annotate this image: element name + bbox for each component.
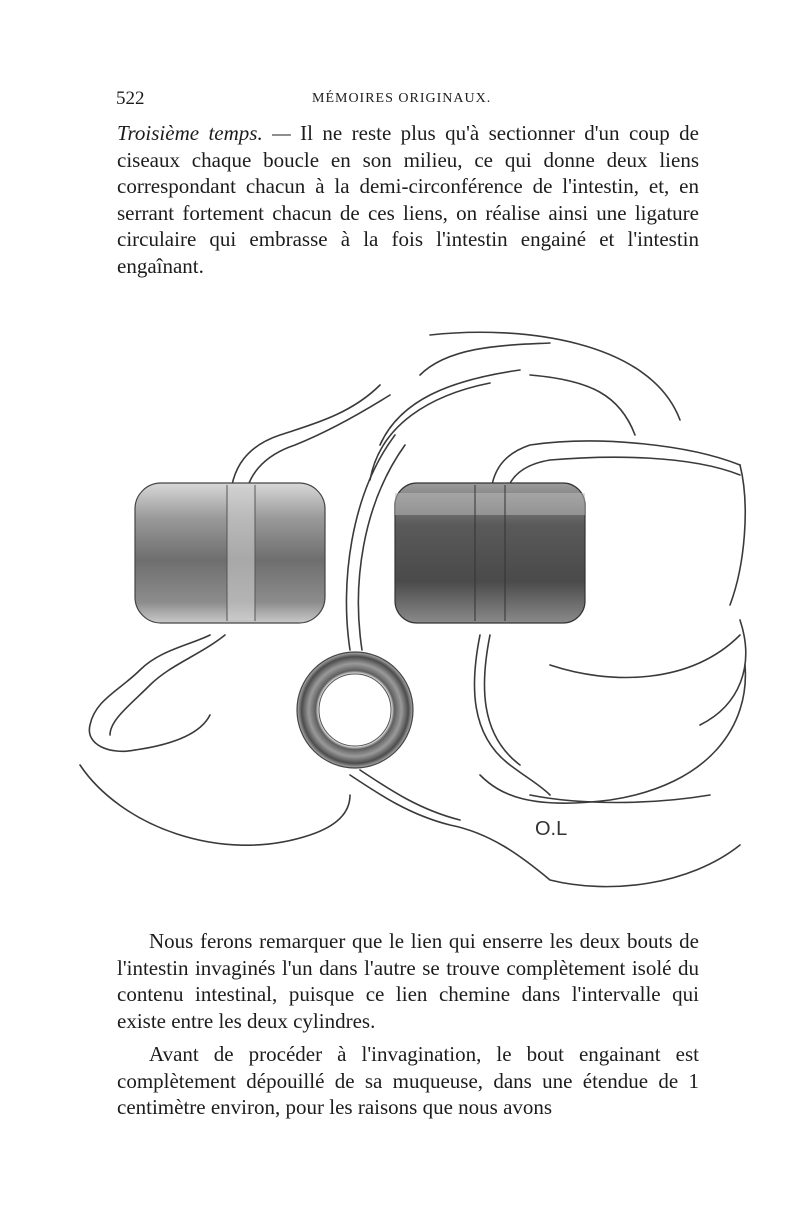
intestine-cross-section (297, 652, 413, 768)
page-number: 522 (116, 88, 145, 109)
paragraph-invagination: Avant de procéder à l'invagination, le bout engainant est complètement dépouillé de sa muqueuse, dans une étendue de 1 centimètre environ, pour les raisons que nous avons (117, 1042, 699, 1119)
running-head: MÉMOIRES ORIGINAUX. (312, 91, 492, 106)
paragraph-text: Il ne reste plus qu'à sectionner d'un coup de ciseaux chaque boucle en son milieu, ce qui donne deux liens correspondant chacun à la demi-circonférence de l'intestin, et, en serrant fortement chacun de ces liens, on réalise ainsi une ligature circulaire qui embrasse à la fois l'intestin engainé et l'intestin engaînant. (117, 121, 699, 278)
paragraph-lead: Troisième temps. — (117, 121, 291, 145)
ligature-illustration (50, 305, 760, 905)
paragraph-troisieme-temps (117, 120, 699, 279)
left-cylinder (135, 483, 325, 623)
artist-signature: O.L (535, 818, 568, 840)
paragraph-remarque: Nous ferons remarquer que le lien qui enserre les deux bouts de l'intestin invaginés l'un dans l'autre se trouve complètement isolé du contenu intestinal, puisque ce lien chemine dans l'intervalle qui existe entre les deux cylindres. (117, 929, 699, 1033)
right-cylinder (395, 483, 585, 623)
